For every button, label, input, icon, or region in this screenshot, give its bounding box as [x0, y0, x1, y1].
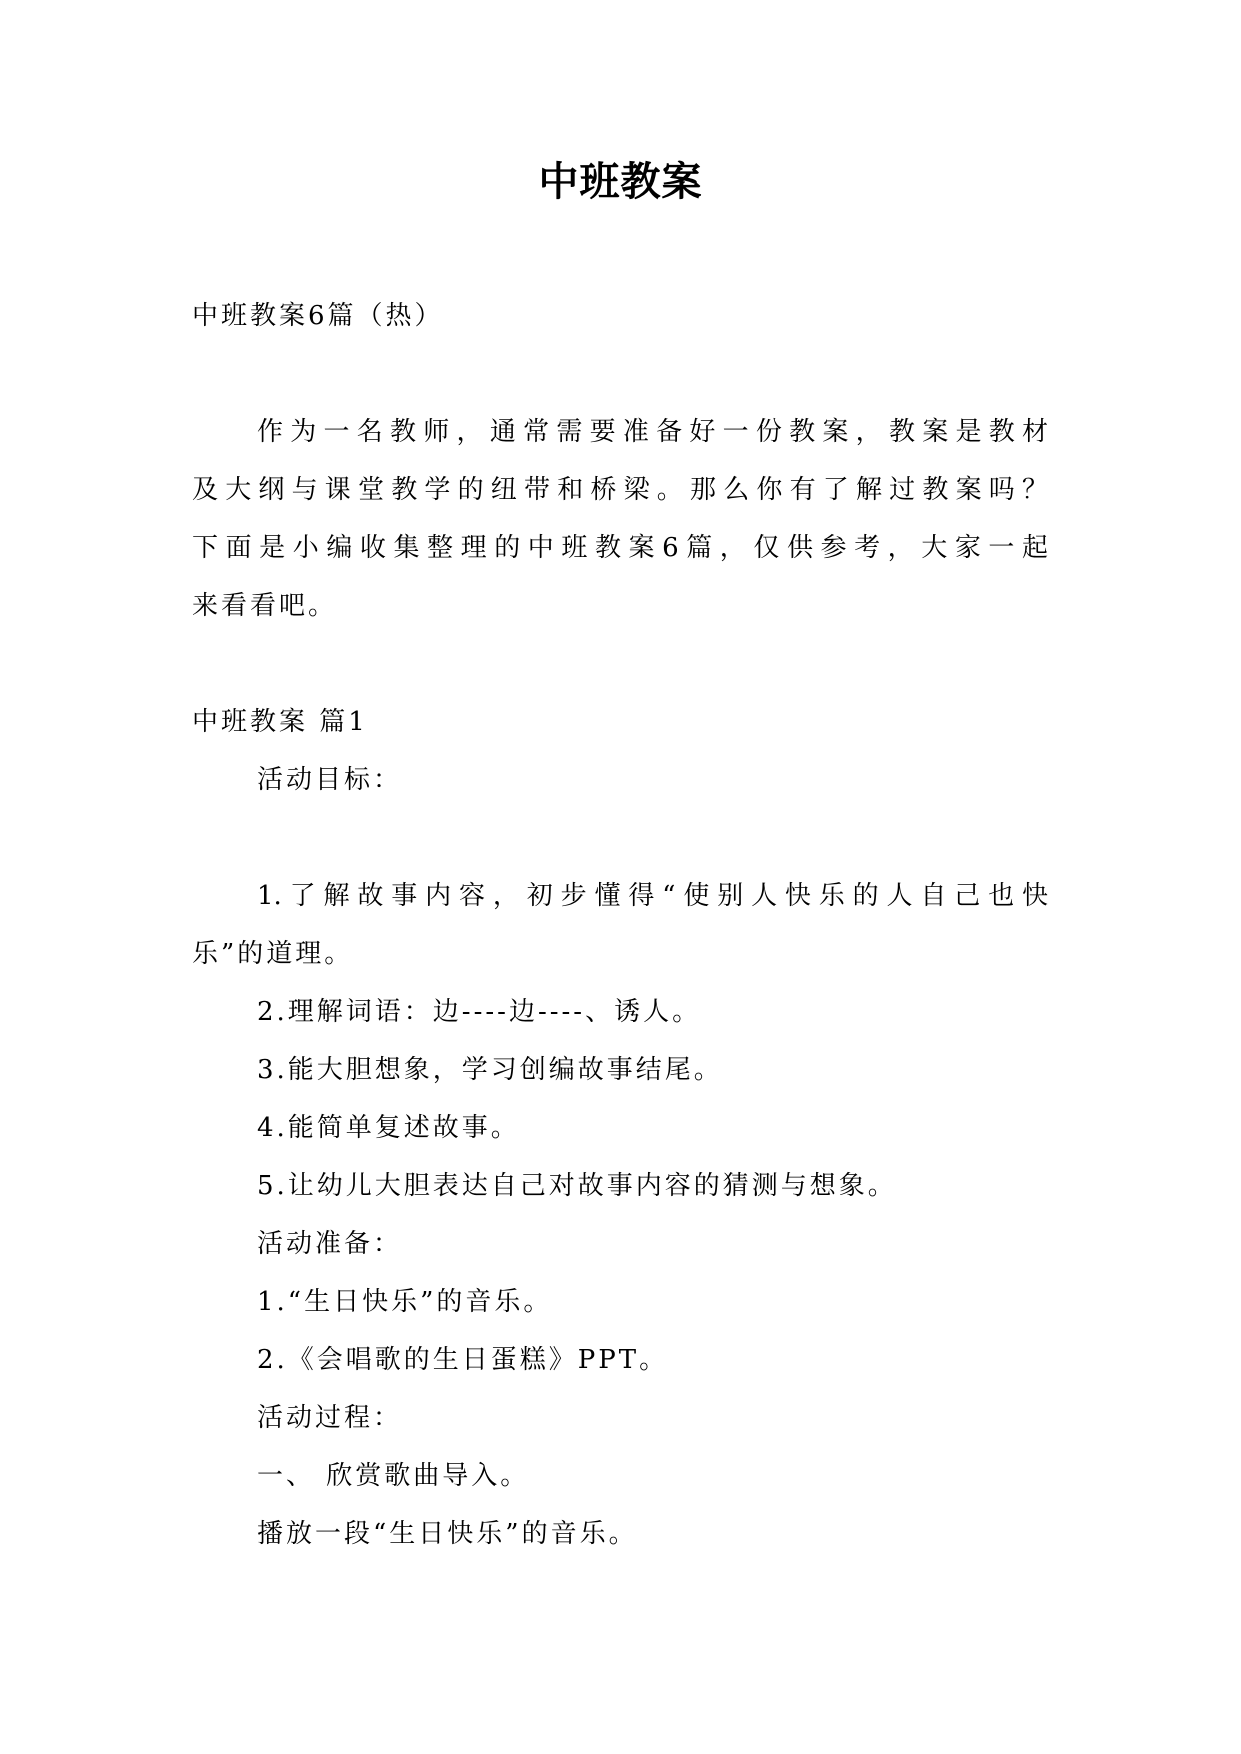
objective-line: 3.能大胆想象，学习创编故事结尾。 [257, 1055, 723, 1085]
intro-paragraph-line: 来看看吧。 [192, 591, 338, 621]
process-line: 一、 欣赏歌曲导入。 [257, 1461, 530, 1491]
preparation-line: 1.“生日快乐”的音乐。 [257, 1287, 553, 1317]
document-subtitle: 中班教案6篇（热） [192, 301, 444, 331]
intro-paragraph-line: 下面是小编收集整理的中班教案6篇，仅供参考，大家一起 [192, 533, 1048, 563]
intro-paragraph-line: 及大纲与课堂教学的纽带和桥梁。那么你有了解过教案吗？ [192, 475, 1048, 505]
process-label: 活动过程： [257, 1403, 403, 1433]
preparation-label: 活动准备： [257, 1229, 403, 1259]
objectives-label: 活动目标： [257, 765, 403, 795]
objective-line: 1.了解故事内容，初步懂得“使别人快乐的人自己也快 [257, 881, 1048, 911]
objective-line: 乐”的道理。 [192, 939, 354, 969]
paragraph-spacer [192, 635, 1048, 693]
objective-line: 5.让幼儿大胆表达自己对故事内容的猜测与想象。 [257, 1171, 897, 1201]
intro-paragraph-line: 作为一名教师，通常需要准备好一份教案，教案是教材 [257, 417, 1048, 447]
objective-line: 4.能简单复述故事。 [257, 1113, 520, 1143]
paragraph-spacer [192, 345, 1048, 403]
objective-line: 2.理解词语：边----边----、诱人。 [257, 997, 702, 1027]
document-title: 中班教案 [538, 159, 703, 205]
process-line: 播放一段“生日快乐”的音乐。 [257, 1519, 638, 1549]
document-body [192, 287, 1048, 1563]
section-heading: 中班教案 篇1 [192, 707, 368, 737]
paragraph-spacer [192, 809, 1048, 867]
preparation-line: 2.《会唱歌的生日蛋糕》PPT。 [257, 1345, 669, 1375]
